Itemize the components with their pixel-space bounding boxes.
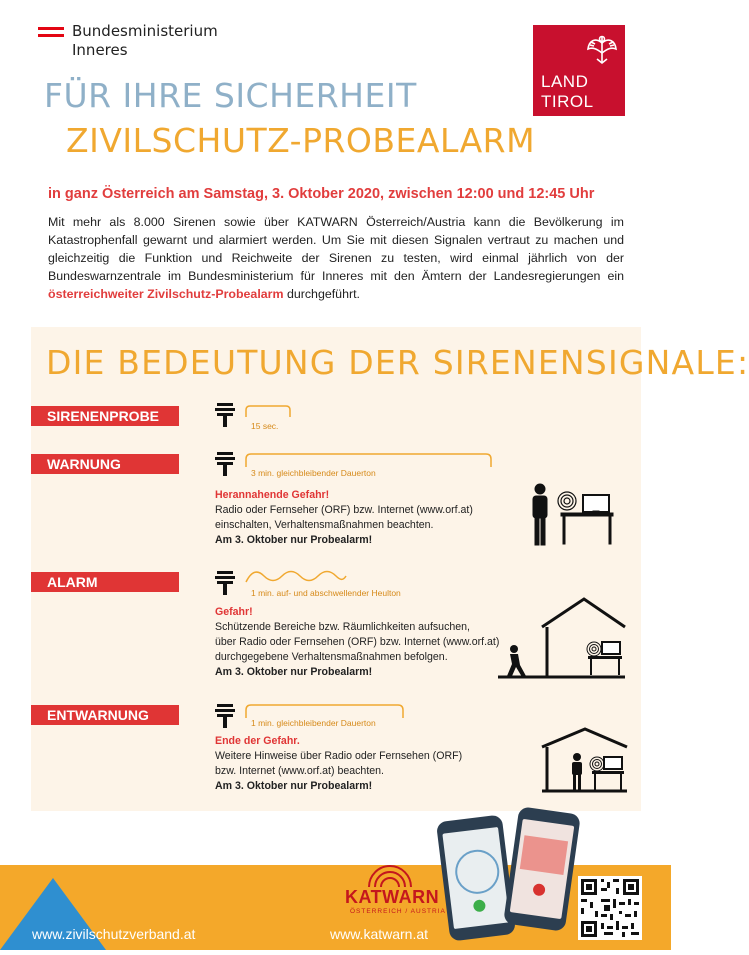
intro-text-before: Mit mehr als 8.000 Sirenen sowie über KATWARN Österreich/Austria kann die Bevölkerung im Katastrophenfall gewarnt und alarmiert werden. Um Sie mit diesen Signalen vertraut zu machen und gleichzeitig die Funktion und Reichweite der Sirenen zu testen, wird einmal jährlich von der Bundeswarnzentrale im Bundesministerium für Inneres mit den Ämtern der Landesregierungen ein <box>48 215 624 283</box>
intro-text-after: durchgeführt. <box>283 287 360 301</box>
wave-steady-long <box>244 452 494 468</box>
alarm-heading: Gefahr! <box>215 606 253 618</box>
katwarn-logo-kat: KAT <box>345 887 383 907</box>
alarm-description <box>215 605 499 680</box>
warnung-line2: einschalten, Verhaltensmaßnahmen beachten. <box>215 519 434 531</box>
tag-warnung: WARNUNG <box>31 454 179 474</box>
title-line-1: FÜR IHRE SICHERHEIT <box>44 76 417 115</box>
phone-mockup-left <box>436 814 516 941</box>
ministry-subname: Inneres <box>72 41 128 59</box>
link-zivilschutzverband[interactable]: www.zivilschutzverband.at <box>32 926 196 942</box>
intro-highlight: österreichweiter Zivilschutz-Probealarm <box>48 287 284 301</box>
entwarnung-line1: Weitere Hinweise über Radio oder Fernsehen (ORF) <box>215 750 463 762</box>
land-tirol-logo <box>533 25 625 116</box>
katwarn-logo-warn: WARN <box>382 887 440 907</box>
person-inside-house-illustration <box>542 727 628 793</box>
entwarnung-heading: Ende der Gefahr. <box>215 735 300 747</box>
tirol-eagle-icon <box>585 33 619 67</box>
tirol-label-tirol: TIROL <box>541 92 594 111</box>
wave-undulating <box>244 568 348 584</box>
warnung-note: Am 3. Oktober nur Probealarm! <box>215 534 373 546</box>
entwarnung-line2: bzw. Internet (www.orf.at) beachten. <box>215 765 384 777</box>
katwarn-logo <box>345 887 439 908</box>
alarm-line2: über Radio oder Fernsehen (ORF) bzw. Internet (www.orf.at) <box>215 636 500 648</box>
link-katwarn[interactable]: www.katwarn.at <box>330 926 429 942</box>
intro-paragraph <box>48 213 624 303</box>
warnung-heading: Herannahende Gefahr! <box>215 489 330 501</box>
siren-icon <box>214 704 236 728</box>
alarm-note: Am 3. Oktober nur Probealarm! <box>215 666 373 678</box>
entwarnung-description <box>215 734 462 794</box>
entwarnung-note: Am 3. Oktober nur Probealarm! <box>215 780 373 792</box>
wave-short <box>244 404 292 418</box>
alarm-line1: Schützende Bereiche bzw. Räumlichkeiten aufsuchen, <box>215 621 470 633</box>
date-line: in ganz Österreich am Samstag, 3. Oktober 2020, zwischen 12:00 und 12:45 Uhr <box>48 186 595 202</box>
siren-icon <box>214 452 236 476</box>
tag-sirenenprobe: SIRENENPROBE <box>31 406 179 426</box>
siren-icon <box>214 403 236 427</box>
katwarn-logo-sub: ÖSTERREICH / AUSTRIA <box>350 908 446 915</box>
duration-sirenenprobe: 15 sec. <box>251 421 279 431</box>
alarm-line3: durchgegebene Verhaltensmaßnahmen befolgen. <box>215 651 448 663</box>
title-line-2: ZIVILSCHUTZ-PROBEALARM <box>66 121 536 160</box>
katwarn-signal-icon <box>367 868 413 888</box>
duration-warnung: 3 min. gleichbleibender Dauerton <box>251 468 376 478</box>
tirol-label-land: LAND <box>541 72 589 91</box>
duration-alarm: 1 min. auf- und abschwellender Heulton <box>251 588 401 598</box>
duration-entwarnung: 1 min. gleichbleibender Dauerton <box>251 718 376 728</box>
ministry-name: Bundesministerium <box>72 22 218 40</box>
austria-flag-icon <box>38 27 64 37</box>
warnung-line1: Radio oder Fernseher (ORF) bzw. Internet (www.orf.at) <box>215 504 473 516</box>
person-tv-illustration <box>525 483 615 549</box>
person-entering-house-illustration <box>498 597 626 679</box>
signals-title: DIE BEDEUTUNG DER SIRENENSIGNALE: <box>46 343 749 382</box>
wave-steady-short <box>244 703 406 719</box>
tag-entwarnung: ENTWARNUNG <box>31 705 179 725</box>
siren-icon <box>214 571 236 595</box>
tag-alarm: ALARM <box>31 572 179 592</box>
qr-code[interactable] <box>578 876 642 940</box>
warnung-description <box>215 488 473 548</box>
